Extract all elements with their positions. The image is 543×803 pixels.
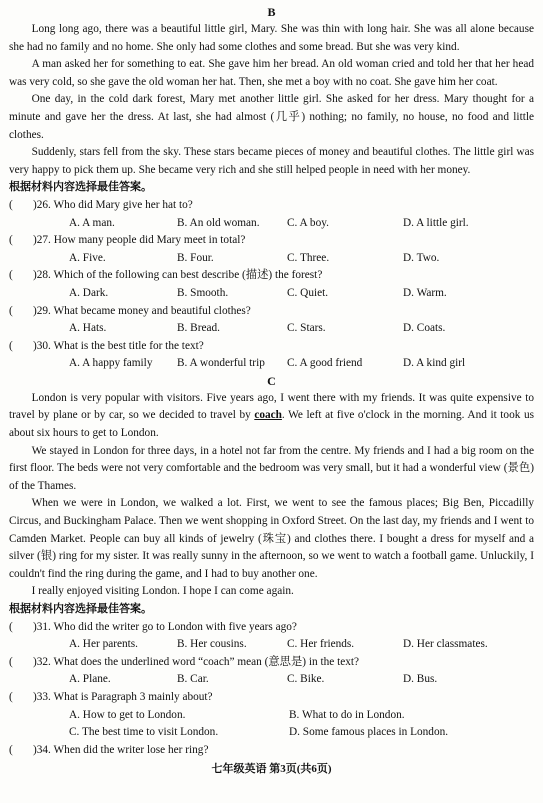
question-33-options-row1 xyxy=(69,707,534,725)
option-d: D. A kind girl xyxy=(403,357,466,370)
option-a: A. A happy family xyxy=(69,357,153,370)
question-34 xyxy=(9,742,534,760)
section-b-heading: B xyxy=(267,5,276,19)
section-c-passage xyxy=(9,390,534,601)
question-text: )29. What became money and beautiful clothes? xyxy=(33,304,251,317)
option-d: D. Two. xyxy=(403,251,440,264)
underlined-word-coach: coach xyxy=(254,409,282,422)
question-30-options xyxy=(69,355,534,373)
option-c: C. A boy. xyxy=(287,216,329,229)
question-29-options xyxy=(69,320,534,338)
option-a: A. Dark. xyxy=(69,286,109,299)
question-32-options xyxy=(69,671,534,689)
option-a: A. A man. xyxy=(69,216,115,229)
section-b-instruction: 根据材料内容选择最佳答案。 xyxy=(9,181,152,194)
option-a: A. Her parents. xyxy=(69,638,139,651)
passage-paragraph: One day, in the cold dark forest, Mary met another little girl. She asked for her dress. Mary thought for a minute and gave her the dress. At last, she had almost (几乎) nothing; no family, no house, no food and little clothes. xyxy=(9,93,534,141)
passage-paragraph: Long long ago, there was a beautiful little girl, Mary. She was thin with long hair. She was all alone because she had no family and no home. She only had some clothes and some bread. But she was very kind. xyxy=(9,23,534,53)
option-c: C. The best time to visit London. xyxy=(69,726,219,739)
question-32 xyxy=(9,654,534,672)
option-b: B. Smooth. xyxy=(177,286,229,299)
option-c: C. Bike. xyxy=(287,673,325,686)
answer-blank[interactable]: ( xyxy=(9,234,13,247)
option-c: C. Quiet. xyxy=(287,286,329,299)
section-c-instruction: 根据材料内容选择最佳答案。 xyxy=(9,603,152,615)
option-a: A. How to get to London. xyxy=(69,708,186,721)
question-29 xyxy=(9,303,534,321)
answer-blank[interactable]: ( xyxy=(9,339,13,352)
question-text: )31. Who did the writer go to London with five years ago? xyxy=(33,620,297,633)
option-c: C. A good friend xyxy=(287,357,363,370)
question-text: )34. When did the writer lose her ring? xyxy=(33,743,209,756)
question-text: )30. What is the best title for the text? xyxy=(33,339,204,352)
passage-paragraph: Suddenly, stars fell from the sky. These stars became pieces of money and beautiful clothes. The little girl was very happy to pick them up. She became very rich and she still helped people in need with her money. xyxy=(9,146,534,176)
question-33-options-row2 xyxy=(69,724,534,742)
question-text: )28. Which of the following can best describe (描述) the forest? xyxy=(33,269,323,282)
option-b: B. What to do in London. xyxy=(289,708,405,721)
option-a: A. Five. xyxy=(69,251,106,264)
option-b: B. Four. xyxy=(177,251,214,264)
question-26 xyxy=(9,197,534,215)
question-30 xyxy=(9,338,534,356)
question-28-options xyxy=(69,285,534,303)
passage-paragraph: A man asked her for something to eat. She gave him her bread. An old woman cried and told her that her head was very cold, so she gave the old woman her hat. Then, she met a boy with no coat. She gave him her coat. xyxy=(9,58,534,88)
question-33 xyxy=(9,689,534,707)
option-c: C. Three. xyxy=(287,251,330,264)
question-text: )27. How many people did Mary meet in total? xyxy=(33,234,246,247)
page-footer: 七年级英语 第3页(共6页) xyxy=(211,763,332,776)
answer-blank[interactable]: ( xyxy=(9,304,13,317)
option-b: B. A wonderful trip xyxy=(177,357,265,370)
answer-blank[interactable]: ( xyxy=(9,198,13,211)
question-27 xyxy=(9,232,534,250)
option-d: D. A little girl. xyxy=(403,216,469,229)
option-a: A. Hats. xyxy=(69,322,107,335)
passage-paragraph: I really enjoyed visiting London. I hope I can come again. xyxy=(31,585,294,598)
question-26-options xyxy=(69,215,534,233)
answer-blank[interactable]: ( xyxy=(9,690,13,703)
question-27-options xyxy=(69,250,534,268)
question-text: )26. Who did Mary give her hat to? xyxy=(33,198,193,211)
option-a: A. Plane. xyxy=(69,673,111,686)
option-c: C. Stars. xyxy=(287,322,326,335)
answer-blank[interactable]: ( xyxy=(9,655,13,668)
answer-blank[interactable]: ( xyxy=(9,743,13,756)
question-text: )33. What is Paragraph 3 mainly about? xyxy=(33,690,213,703)
question-31-options xyxy=(69,636,534,654)
option-d: D. Some famous places in London. xyxy=(289,726,449,739)
exam-page xyxy=(9,0,534,779)
option-c: C. Her friends. xyxy=(287,638,355,651)
passage-paragraph: We stayed in London for three days, in a hotel not far from the centre. My friends and I had a big room on the first floor. The beds were not very comfortable and the bedroom was very small, but it had a wonderful view (景色) of the Thames. xyxy=(9,444,534,492)
paragraph-text: . We left at five o'clock in the morning. And it took us about six hours to get to London. xyxy=(9,409,534,440)
section-c-heading: C xyxy=(267,373,276,388)
option-d: D. Her classmates. xyxy=(403,638,488,651)
option-b: B. Car. xyxy=(177,673,209,686)
option-d: D. Warm. xyxy=(403,286,447,299)
answer-blank[interactable]: ( xyxy=(9,620,13,633)
passage-paragraph: When we were in London, we walked a lot. First, we went to see the famous places; Big Ben, Piccadilly Circus, and Buckingham Palace. Then we went shopping in Oxford Street. On the last day, my friends and I went to Camden Market. People can buy all kinds of jewelry (珠宝) and clothes there. I bought a dress for myself and a silver (银) ring for my sister. It was really sunny in the afternoon, so we went to watch a football game. Unluckily, I couldn't find the ring during the game, and I had to buy another one. xyxy=(9,497,534,580)
option-b: B. Her cousins. xyxy=(177,638,247,651)
option-b: B. Bread. xyxy=(177,322,220,335)
paragraph-text: London is very popular with visitors. Five years ago, I went there with my friends. It was quite expensive to travel by plane or by car, so we decided to travel by xyxy=(9,391,534,422)
question-28 xyxy=(9,267,534,285)
answer-blank[interactable]: ( xyxy=(9,269,13,282)
passage-paragraph xyxy=(9,390,534,443)
section-b-passage xyxy=(9,21,534,179)
option-b: B. An old woman. xyxy=(177,216,260,229)
option-d: D. Bus. xyxy=(403,673,438,686)
question-31 xyxy=(9,619,534,637)
option-d: D. Coats. xyxy=(403,322,446,335)
question-text: )32. What does the underlined word “coach” mean (意思是) in the text? xyxy=(33,655,360,668)
